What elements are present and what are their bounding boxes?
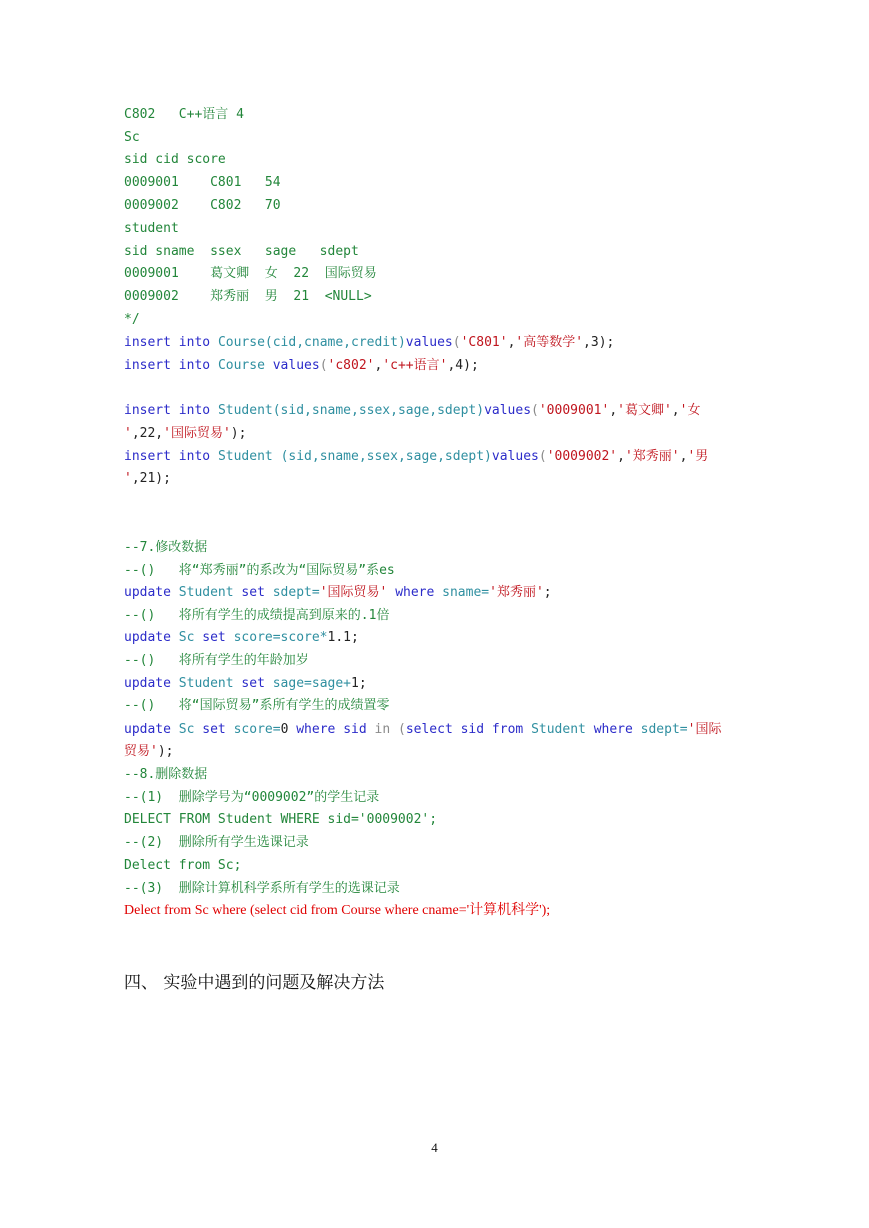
code-line xyxy=(124,722,721,738)
column-list: (cid,cname,credit) xyxy=(264,335,406,350)
code-line: sid cid score xyxy=(124,152,226,167)
string-literal: '郑秀丽' xyxy=(489,585,544,600)
string-literal: '国际贸易' xyxy=(319,585,388,600)
string-literal: '郑秀丽' xyxy=(624,449,680,464)
string-literal: '葛文卿' xyxy=(617,403,672,418)
string-literal: 'c802' xyxy=(327,358,375,373)
paren: ( xyxy=(397,722,406,737)
string-literal: 'c++语言' xyxy=(382,358,448,373)
paren: ( xyxy=(452,335,461,350)
code-comment: --(1) 删除学号为“0009002”的学生记录 xyxy=(124,790,380,805)
keyword: from xyxy=(491,722,524,737)
code-line: 0009002 C802 70 xyxy=(124,198,281,213)
keyword: values xyxy=(491,449,539,464)
number-literal: 0 xyxy=(280,722,289,737)
code-line xyxy=(124,471,171,487)
keyword: where xyxy=(395,585,435,600)
column-name: sid xyxy=(343,722,367,737)
expression: score= xyxy=(233,722,281,737)
code-line xyxy=(124,403,700,419)
table-name: Student xyxy=(217,449,273,464)
string-literal: 'C801' xyxy=(460,335,508,350)
number-literal: 1 xyxy=(351,676,359,691)
paren: ( xyxy=(319,358,328,373)
code-tail: ); xyxy=(157,744,174,759)
separator: , xyxy=(679,449,688,464)
code-line xyxy=(124,426,246,442)
code-line xyxy=(124,585,552,601)
section-comment: --8.删除数据 xyxy=(124,767,208,782)
string-literal: '女 xyxy=(679,403,701,418)
column-list: (sid,sname,ssex,sage,sdept) xyxy=(272,403,485,418)
code-line: Sc xyxy=(124,130,140,145)
table-name: Student xyxy=(178,676,234,691)
string-literal: '0009002' xyxy=(546,449,618,464)
code-tail: ,21); xyxy=(131,471,171,486)
keyword: set xyxy=(202,722,226,737)
expression: sage=sage+ xyxy=(272,676,352,691)
expression: sdept= xyxy=(640,722,688,737)
code-tail: ,3); xyxy=(583,335,615,350)
table-name: Sc xyxy=(178,630,195,645)
code-line: C802 C++语言 4 xyxy=(124,107,244,122)
paren: ( xyxy=(538,449,547,464)
code-line: 0009001 C801 54 xyxy=(124,175,281,190)
code-comment: --() 将“国际贸易”系所有学生的成绩置零 xyxy=(124,698,390,713)
code-tail: ; xyxy=(543,585,552,600)
string-literal: ' xyxy=(124,471,132,486)
code-line xyxy=(124,335,614,351)
code-line: 0009002 郑秀丽 男 21 <NULL> xyxy=(124,289,372,304)
code-tail: ,4); xyxy=(447,358,479,373)
keyword: values xyxy=(405,335,453,350)
separator: , xyxy=(507,335,516,350)
keyword: values xyxy=(484,403,532,418)
code-line xyxy=(124,449,708,465)
code-line: Delect from Sc where (select cid from Course where cname='计算机科学'); xyxy=(124,903,551,918)
separator: , xyxy=(617,449,625,464)
table-name: Course xyxy=(217,335,265,350)
column-list: (sid,sname,ssex,sage,sdept) xyxy=(280,449,492,464)
keyword: update xyxy=(124,722,171,737)
code-line: sid sname ssex sage sdept xyxy=(124,244,359,259)
code-line xyxy=(124,676,367,692)
keyword: into xyxy=(178,358,211,373)
code-tail: ; xyxy=(358,676,367,691)
string-literal: '0009001' xyxy=(538,403,610,418)
section-heading: 四、 实验中遇到的问题及解决方法 xyxy=(124,973,385,993)
table-name: Course xyxy=(217,358,265,373)
separator: , xyxy=(609,403,618,418)
keyword: where xyxy=(593,722,633,737)
string-literal: ' xyxy=(124,426,132,441)
code-line xyxy=(124,744,173,760)
keyword: update xyxy=(124,676,171,691)
keyword: where xyxy=(296,722,336,737)
string-literal: '男 xyxy=(687,449,709,464)
keyword: insert xyxy=(124,449,171,464)
section-comment: --7.修改数据 xyxy=(124,540,208,555)
code-line: */ xyxy=(124,312,140,327)
code-line: Delect from Sc; xyxy=(124,858,242,873)
code-comment: --() 将所有学生的年龄加岁 xyxy=(124,653,309,668)
keyword: into xyxy=(178,449,211,464)
code-tail: ; xyxy=(351,630,359,645)
string-literal: '国际贸易' xyxy=(163,426,231,441)
code-line: student xyxy=(124,221,179,236)
code-part: ,22, xyxy=(131,426,164,441)
code-tail: ); xyxy=(230,426,247,441)
separator: , xyxy=(671,403,680,418)
expression: sname= xyxy=(442,585,490,600)
table-name: Student xyxy=(217,403,273,418)
code-comment: --() 将所有学生的成绩提高到原来的.1倍 xyxy=(124,608,390,623)
table-name: Sc xyxy=(178,722,195,737)
keyword: set xyxy=(241,585,265,600)
keyword: into xyxy=(178,403,211,418)
code-line xyxy=(124,358,479,374)
keyword: update xyxy=(124,630,171,645)
keyword: in xyxy=(374,722,391,737)
keyword: select xyxy=(405,722,453,737)
code-comment: --(3) 删除计算机科学系所有学生的选课记录 xyxy=(124,881,400,896)
page-number: 4 xyxy=(431,1140,438,1155)
code-comment: --(2) 删除所有学生选课记录 xyxy=(124,835,309,850)
string-literal: '高等数学' xyxy=(515,335,584,350)
keyword: set xyxy=(202,630,226,645)
expression: sdept= xyxy=(272,585,320,600)
code-line: DELECT FROM Student WHERE sid='0009002'; xyxy=(124,812,438,827)
number-literal: 1.1 xyxy=(327,630,351,645)
string-literal: 贸易' xyxy=(124,744,158,759)
keyword: set xyxy=(241,676,265,691)
code-line: 0009001 葛文卿 女 22 国际贸易 xyxy=(124,266,377,281)
paren: ( xyxy=(531,403,539,418)
separator: , xyxy=(374,358,383,373)
keyword: into xyxy=(178,335,211,350)
keyword: insert xyxy=(124,403,171,418)
keyword: insert xyxy=(124,358,171,373)
table-name: Student xyxy=(531,722,586,737)
keyword: insert xyxy=(124,335,171,350)
expression: score=score* xyxy=(233,630,328,645)
code-line xyxy=(124,630,359,646)
string-literal: '国际 xyxy=(687,722,722,737)
keyword: values xyxy=(272,358,320,373)
code-comment: --() 将“郑秀丽”的系改为“国际贸易”系es xyxy=(124,563,395,578)
table-name: Student xyxy=(178,585,234,600)
keyword: update xyxy=(124,585,171,600)
column-name: sid xyxy=(460,722,485,737)
